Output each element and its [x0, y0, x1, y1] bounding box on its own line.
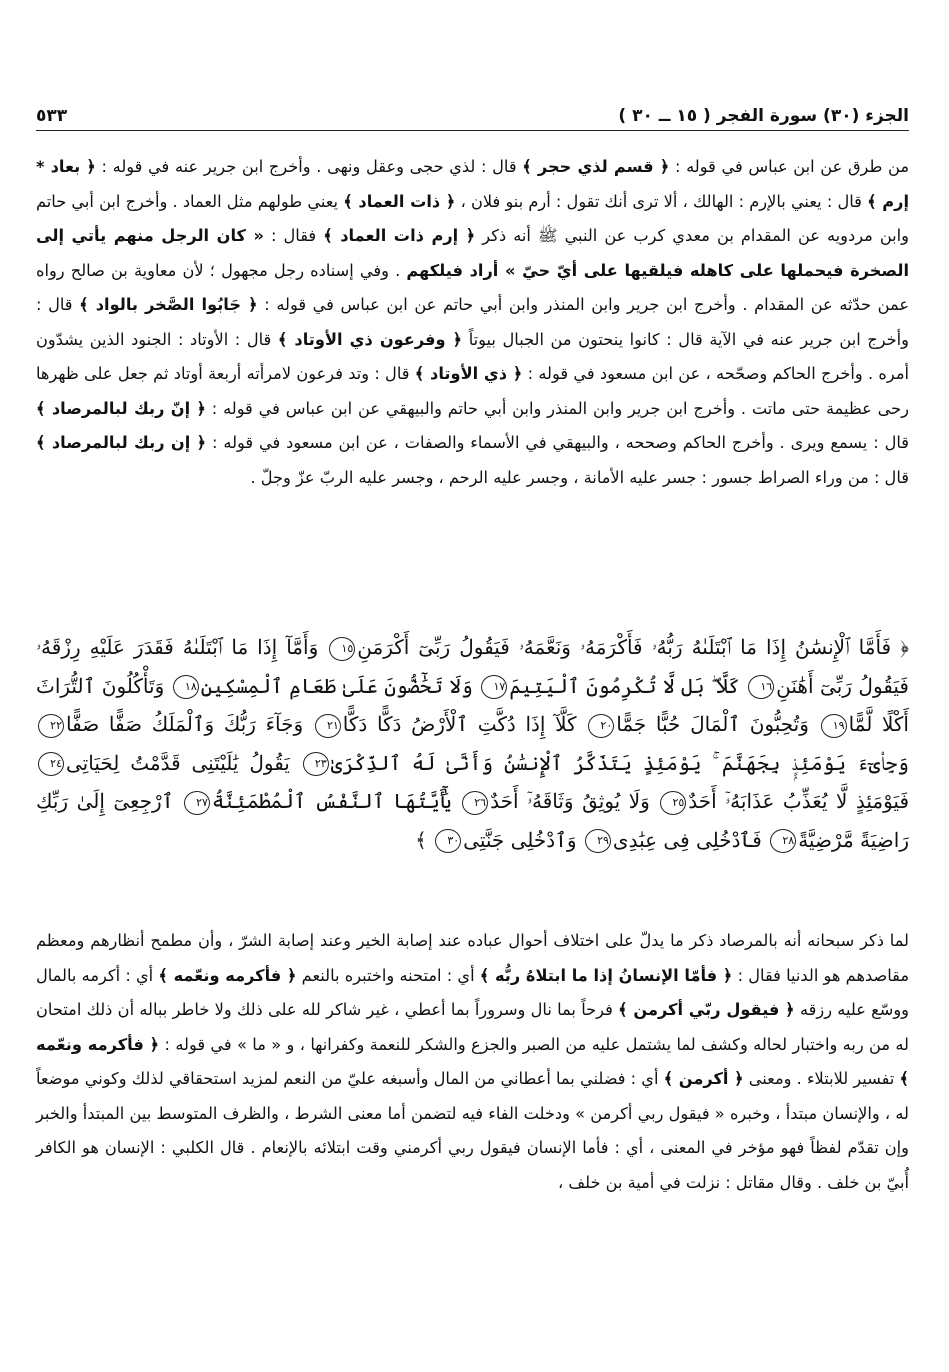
quran-quote: ﴿ بعاد * إرم ﴾	[36, 157, 909, 211]
quran-quote: ﴿ إرم ذات العماد ﴾	[323, 226, 476, 245]
verse-number-marker: ٢٩	[585, 829, 611, 853]
commentary-text: من طرق عن ابن عباس في قوله :	[669, 157, 909, 176]
verse-number-marker: ٢٥	[660, 791, 686, 815]
page-number: ٥٣٣	[36, 106, 68, 126]
commentary-text: . وفي إسناده رجل مجهول ؛ لأن معاوية بن صالح رواه عمن حدّثه عن المقدام . وأخرج ابن جرير وابن المنذر وابن أبي حاتم عن ابن عباس في قوله :	[36, 260, 909, 314]
verse-number-marker: ٢٧	[184, 791, 210, 815]
verse-text: وَأَمَّآ إِذَا مَا ٱبْتَلَىٰهُ فَقَدَرَ عَلَيْهِ رِزْقَهُۥ فَيَقُولُ رَبِّىٓ أَهَٰنَنِ	[36, 635, 909, 698]
quran-quote: ﴿ أكرمن ﴾	[663, 1069, 744, 1088]
verse-text: كَلَّآ إِذَا دُكَّتِ ٱلْأَرْضُ دَكًّا دَكًّا	[342, 712, 577, 736]
verse-number-marker: ٢٨	[770, 829, 796, 853]
verse-number-marker: ٢٣	[303, 752, 329, 776]
commentary-text: فرحاً بما نال وسروراً بما أعطي ، غير شاكر لله على ذلك ولا خاطر بباله أن ذلك امتحان له من ربه واختبار لحاله وكشف لما يشتمل عليه من الصبر والجزع والشكر للنعمة وكفرانها ، و « ما » في قوله :	[36, 1000, 909, 1054]
quran-quote: ﴿ فيقول ربّي أكرمن ﴾	[618, 1000, 795, 1019]
commentary-text: قال : من وراء الصراط جسور : جسر عليه الأمانة ، وجسر عليه الرحم ، وجسر عليه الربّ عزّ وجلّ .	[250, 467, 909, 487]
tafsir-commentary-top	[36, 150, 909, 495]
quran-quote: ﴿ فأمّا الإنسانُ إذا ما ابتلاهُ ربُّه ﴾	[479, 965, 733, 985]
running-title: الجزء (٣٠) سورة الفجر ( ١٥ ــ ٣٠ )	[618, 106, 909, 126]
ornate-bracket-close: ﴾	[415, 827, 427, 852]
verse-text: وَلَا يُوثِقُ وَثَاقَهُۥٓ أَحَدٌ	[490, 789, 650, 813]
quran-verses	[36, 628, 909, 859]
quran-quote: ﴿ قسم لذي حجر ﴾	[522, 157, 670, 176]
commentary-text: تفسير للابتلاء . ومعنى	[743, 1069, 900, 1088]
quran-quote: ﴿ فأكرمه ونعّمه ﴾	[36, 1034, 910, 1088]
verse-number-marker: ٢٦	[462, 791, 488, 815]
verse-number-marker: ٢٢	[38, 714, 64, 738]
verse-number-marker: ١٩	[821, 714, 847, 738]
commentary-text: أي : أكرمه بالمال ووسّع عليه رزقه	[36, 965, 909, 1019]
quran-quote: ﴿ ذي الأوتاد ﴾	[414, 364, 523, 383]
verse-text: فَيَوْمَئِذٍ لَّا يُعَذِّبُ عَذَابَهُۥٓ أَحَدٌ	[688, 789, 910, 813]
commentary-text: قال : وتد فرعون لامرأته أربعة أوتاد ثم جعل على ظهرها رحى عظيمة حتى ماتت . وأخرج ابن جرير وابن المنذر وابن أبي حاتم والبيهقي عن ابن عباس في قوله :	[36, 364, 909, 418]
commentary-paragraph	[36, 150, 909, 495]
verse-number-marker: ١٥	[329, 637, 355, 661]
commentary-text: قال : وأخرج ابن جرير عنه في الآية قال : كانوا ينحتون من الجبال بيوتاً	[36, 295, 909, 349]
verse-text: يَٰٓأَيَّتُهَا ٱلنَّفْسُ ٱلْمُطْمَئِنَّةُ	[211, 789, 452, 813]
quran-quote: ﴿ جَابُوا الصَّخر بالواد ﴾	[79, 295, 258, 314]
verse-number-marker: ١٨	[173, 675, 199, 699]
ornate-bracket-open: ﴿	[900, 635, 909, 659]
verse-text: ٱرْجِعِىٓ إِلَىٰ رَبِّكِ رَاضِيَةً مَّرْضِيَّةً	[36, 789, 909, 852]
quran-quote: ﴿ إن ربك لبالمرصاد ﴾	[36, 433, 207, 452]
verse-text: وَجِا۟ىٓءَ يَوْمَئِذٍۭ بِجَهَنَّمَ ۚ يَوْمَئِذٍ يَتَذَكَّرُ ٱلْإِنسَٰنُ وَأَنَّىٰ لَهُ ٱلذِّكْرَىٰ	[330, 750, 909, 775]
verse-number-marker: ٣٠	[435, 829, 461, 853]
verse-text: وَجَآءَ رَبُّكَ وَٱلْمَلَكُ صَفًّا صَفًّا	[66, 712, 304, 736]
verse-number-marker: ٢٠	[588, 714, 614, 738]
quran-quote: ﴿ وفرعون ذي الأوتاد ﴾	[277, 329, 463, 349]
quran-verses-block	[36, 628, 909, 859]
verse-text: وَٱدْخُلِى جَنَّتِى	[463, 827, 577, 852]
commentary-text: لما ذكر سبحانه أنه بالمرصاد ذكر ما يدلّ على اختلاف أحوال عباده عند إصابة الخير وعند إصابة الشرّ ، وأن مطمح أنظارهم ومعظم مقاصدهم هو الدنيا فقال :	[36, 931, 910, 985]
verse-number-marker: ١٧	[481, 675, 507, 699]
quran-quote: ﴿ إنّ ربك لبالمرصاد ﴾	[36, 398, 206, 418]
verse-number-marker: ١٦	[748, 675, 774, 699]
commentary-text: قال : يسمع ويرى . وأخرج الحاكم وصححه ، والبيهقي في الأسماء والصفات ، عن ابن مسعود في قوله :	[206, 433, 909, 452]
commentary-text: يعني طولهم مثل العماد . وأخرج ابن أبي حاتم وابن مردويه عن المقدام بن معدي كرب عن النبي ﷺ أنه ذكر	[36, 191, 909, 245]
verse-number-marker: ٢٤	[38, 752, 64, 776]
verse-text: يَقُولُ يَٰلَيْتَنِى قَدَّمْتُ لِحَيَاتِى	[66, 750, 290, 775]
hadith-quote: « كان الرجل منهم يأتي إلى الصخرة فيحملها على كاهله فيلقيها على أيّ حيّ » أراد فيلكهم	[36, 226, 909, 280]
verse-text: فَأَمَّا ٱلْإِنسَٰنُ إِذَا مَا ٱبْتَلَىٰهُ رَبُّهُۥ فَأَكْرَمَهُۥ وَنَعَّمَهُۥ فَيَقُولُ رَبِّىٓ أَكْرَمَنِ	[357, 635, 892, 659]
quran-quote: ﴿ فأكرمه ونعّمه ﴾	[158, 965, 297, 985]
commentary-text: فقال :	[263, 226, 324, 245]
commentary-paragraph	[36, 924, 909, 1200]
verse-text: وَتَأْكُلُونَ ٱلتُّرَاثَ أَكْلًا لَّمًّا	[36, 673, 909, 736]
verse-text: وَلَا تَحَٰٓضُّونَ عَلَىٰ طَعَامِ ٱلْمِسْكِينِ	[200, 673, 473, 698]
commentary-text: أي : فضلني بما أعطاني من المال وأسبغه عليّ من النعم لمزيد استحقاقي لذلك وكوني موضعاً له ، والإنسان مبتدأ ، وخبره « فيقول ربي أكرمن » ودخلت الفاء فيه لتضمن أما معنى الشرط ، والظرف المتوسط بين المبتدأ والخبر وإن تقدّم لفظاً فهو مؤخر في المعنى ، أي : فأما الإنسان فيقول ربي أكرمني وقت ابتلائه بالإنعام . قال الكلبي : الإنسان هو الكافر أُبيّ بن خلف . وقال مقاتل : نزلت في أمية بن خلف ،	[36, 1069, 909, 1192]
verse-number-marker: ٢١	[315, 714, 341, 738]
page-header	[36, 96, 909, 131]
quran-quote: ﴿ ذات العماد ﴾	[343, 191, 456, 211]
verse-text: فَٱدْخُلِى فِى عِبَٰدِى	[612, 827, 762, 852]
commentary-text: قال : لذي حجى وعقل ونهى . وأخرج ابن جرير عنه في قوله :	[95, 157, 523, 176]
verse-text: وَتُحِبُّونَ ٱلْمَالَ حُبًّا جَمًّا	[616, 712, 809, 736]
commentary-text: قال : الأوتاد : الجنود الذين يشدّون أمره . وأخرج الحاكم وصحّحه ، عن ابن مسعود في قوله :	[36, 329, 909, 383]
tafsir-commentary-bottom	[36, 924, 909, 1200]
commentary-text: قال : يعني بالإرم : الهالك ، ألا ترى أنك تقول : أرم بنو فلان ،	[455, 191, 868, 211]
verse-text: كَلَّا ۖ بَل لَّا تُكْرِمُونَ ٱلْيَتِيمَ	[509, 673, 740, 698]
commentary-text: أي : امتحنه واختبره بالنعم	[296, 965, 480, 985]
